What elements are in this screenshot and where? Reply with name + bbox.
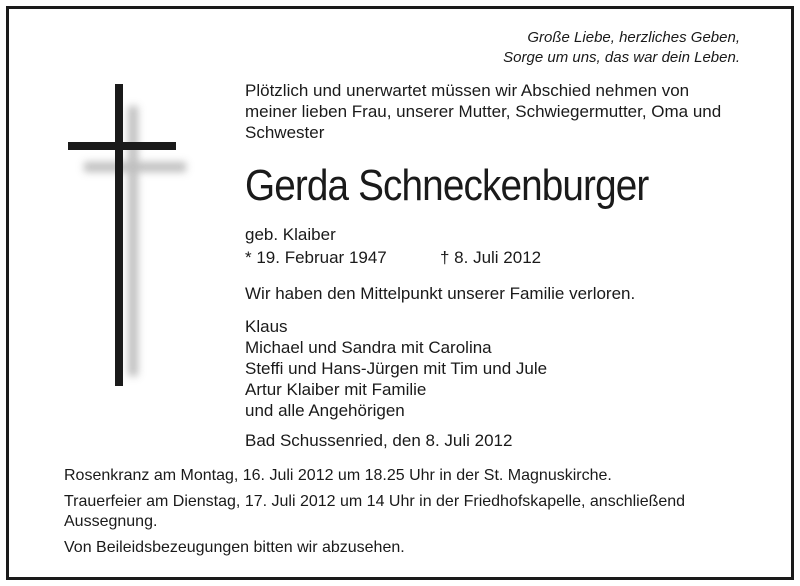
place-date: Bad Schussenried, den 8. Juli 2012 bbox=[245, 431, 513, 450]
family-member: Artur Klaiber mit Familie bbox=[245, 380, 427, 399]
condolences-notice: Von Beileidsbezeugungen bitten wir abzusehen. bbox=[64, 539, 405, 556]
memorial-line: Wir haben den Mittelpunkt unserer Familie verloren. bbox=[245, 284, 636, 303]
epigraph-quote bbox=[503, 28, 740, 68]
deceased-name: Gerda Schneckenburger bbox=[245, 161, 649, 210]
family-member: Klaus bbox=[245, 317, 288, 336]
death-date: † 8. Juli 2012 bbox=[440, 248, 542, 267]
quote-line-2: Sorge um uns, das war dein Leben. bbox=[503, 49, 740, 66]
quote-line-1: Große Liebe, herzliches Geben, bbox=[527, 29, 740, 46]
service-notices bbox=[64, 466, 685, 558]
maiden-name: geb. Klaiber bbox=[245, 225, 336, 244]
rosary-notice: Rosenkranz am Montag, 16. Juli 2012 um 18.25 Uhr in der St. Magnuskirche. bbox=[64, 467, 612, 484]
service-notice-line-2: Aussegnung. bbox=[64, 513, 158, 530]
christian-cross-icon bbox=[62, 78, 202, 398]
service-notice-line-1: Trauerfeier am Dienstag, 17. Juli 2012 um 14 Uhr in der Friedhofskapelle, anschließend bbox=[64, 493, 686, 510]
family-list bbox=[245, 316, 547, 421]
family-member: Michael und Sandra mit Carolina bbox=[245, 338, 492, 357]
birth-date: * 19. Februar 1947 bbox=[245, 248, 387, 267]
intro-text: Plötzlich und unerwartet müssen wir Abschied nehmen von meiner lieben Frau, unserer Mutter, Schwiegermutter, Oma und Schwester bbox=[245, 81, 722, 142]
family-member: und alle Angehörigen bbox=[245, 401, 405, 420]
life-dates bbox=[245, 247, 542, 268]
family-member: Steffi und Hans-Jürgen mit Tim und Jule bbox=[245, 359, 548, 378]
